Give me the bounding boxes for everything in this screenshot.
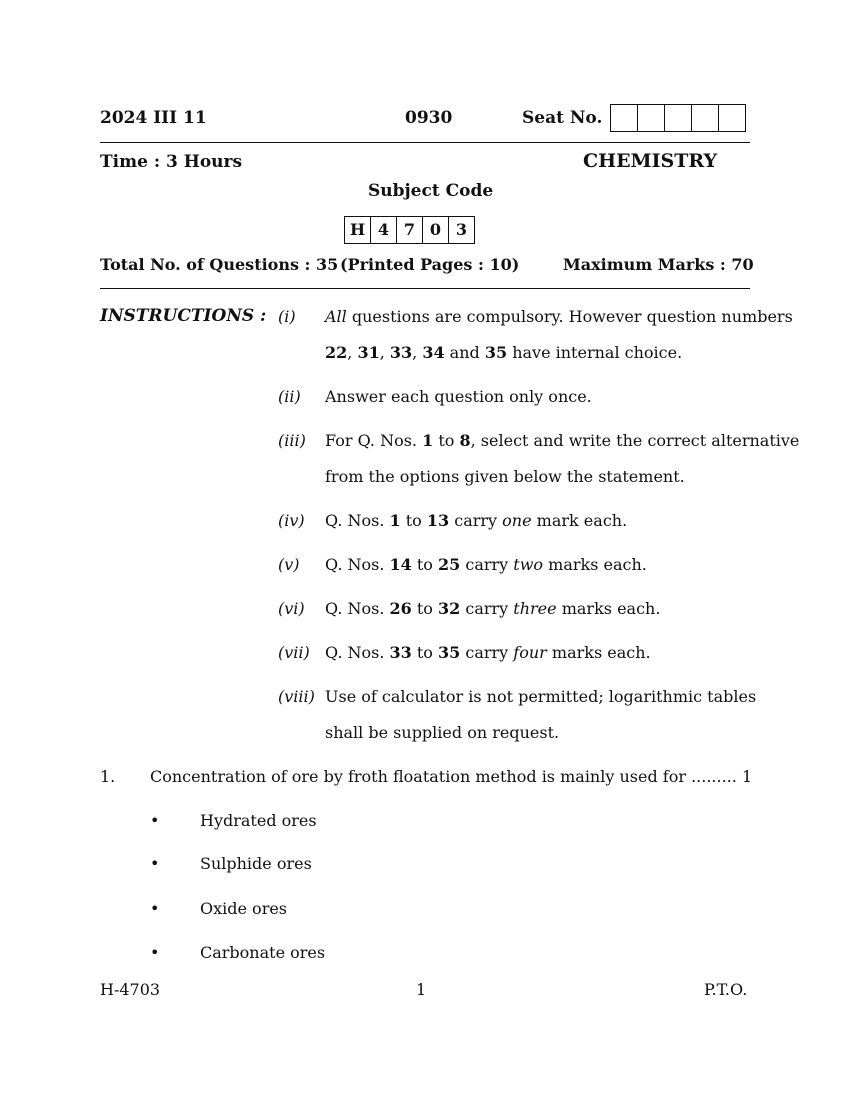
instruction-number: (vi) <box>278 599 305 618</box>
question-text: Concentration of ore by froth floatation method is mainly used for ......... 1 <box>150 767 753 786</box>
instruction-number: (iv) <box>278 511 305 530</box>
bullet-icon: • <box>150 943 160 962</box>
total-questions: Total No. of Questions : 35 <box>100 255 339 274</box>
instruction-iii-line1: For Q. Nos. 1 to 8, select and write the correct alternative <box>325 431 800 450</box>
instruction-i-line1: All questions are compulsory. However question numbers <box>325 307 793 326</box>
seat-box[interactable] <box>664 105 691 131</box>
subject-title: CHEMISTRY <box>583 150 718 172</box>
option-item: Carbonate ores <box>200 943 326 962</box>
option-item: Sulphide ores <box>200 854 312 873</box>
instruction-iii-line2: from the options given below the statement. <box>325 467 685 486</box>
subject-code-char: 4 <box>370 217 396 243</box>
subject-code-label: Subject Code <box>368 181 494 201</box>
instruction-viii-line2: shall be supplied on request. <box>325 723 560 742</box>
exam-code: 2024 III 11 <box>100 108 207 128</box>
subject-code-char: H <box>349 220 366 239</box>
subject-code-boxes <box>344 216 475 244</box>
instruction-i-line2: 22, 31, 33, 34 and 35 have internal choice. <box>325 343 683 362</box>
instruction-ii: Answer each question only once. <box>325 387 592 406</box>
instruction-viii-line1: Use of calculator is not permitted; logarithmic tables <box>325 687 757 706</box>
bullet-icon: • <box>150 854 160 873</box>
pto-label: P.T.O. <box>704 980 748 999</box>
seat-box[interactable] <box>718 105 745 131</box>
subject-code-char: 7 <box>396 217 422 243</box>
footer-code: H-4703 <box>100 980 161 999</box>
seat-box[interactable] <box>691 105 718 131</box>
option-item: Hydrated ores <box>200 811 317 830</box>
instruction-number: (viii) <box>278 687 315 706</box>
seat-box[interactable] <box>637 105 664 131</box>
bullet-icon: • <box>150 899 160 918</box>
header-divider <box>100 142 750 143</box>
instruction-number: (ii) <box>278 387 301 406</box>
subject-code-char: 0 <box>422 217 448 243</box>
bullet-icon: • <box>150 811 160 830</box>
header-divider-bottom <box>100 288 750 289</box>
maximum-marks: Maximum Marks : 70 <box>563 255 754 274</box>
printed-pages: (Printed Pages : 10) <box>340 255 520 274</box>
option-item: Oxide ores <box>200 899 288 918</box>
instruction-number: (iii) <box>278 431 306 450</box>
page-number: 1 <box>416 980 427 999</box>
instruction-v: Q. Nos. 14 to 25 carry two marks each. <box>325 555 647 574</box>
question-number: 1. <box>100 767 116 786</box>
subject-code-char: 3 <box>448 217 474 243</box>
instruction-iv: Q. Nos. 1 to 13 carry one mark each. <box>325 511 628 530</box>
exam-time: Time : 3 Hours <box>100 152 243 172</box>
seat-label: Seat No. <box>522 108 603 128</box>
instruction-vii: Q. Nos. 33 to 35 carry four marks each. <box>325 643 651 662</box>
seat-number-boxes[interactable] <box>610 104 746 132</box>
instruction-number: (i) <box>278 307 296 326</box>
instruction-number: (v) <box>278 555 300 574</box>
instructions-label: INSTRUCTIONS : <box>100 306 267 326</box>
paper-code: 0930 <box>405 108 453 128</box>
seat-box[interactable] <box>611 105 637 131</box>
instruction-vi: Q. Nos. 26 to 32 carry three marks each. <box>325 599 661 618</box>
instruction-number: (vii) <box>278 643 310 662</box>
